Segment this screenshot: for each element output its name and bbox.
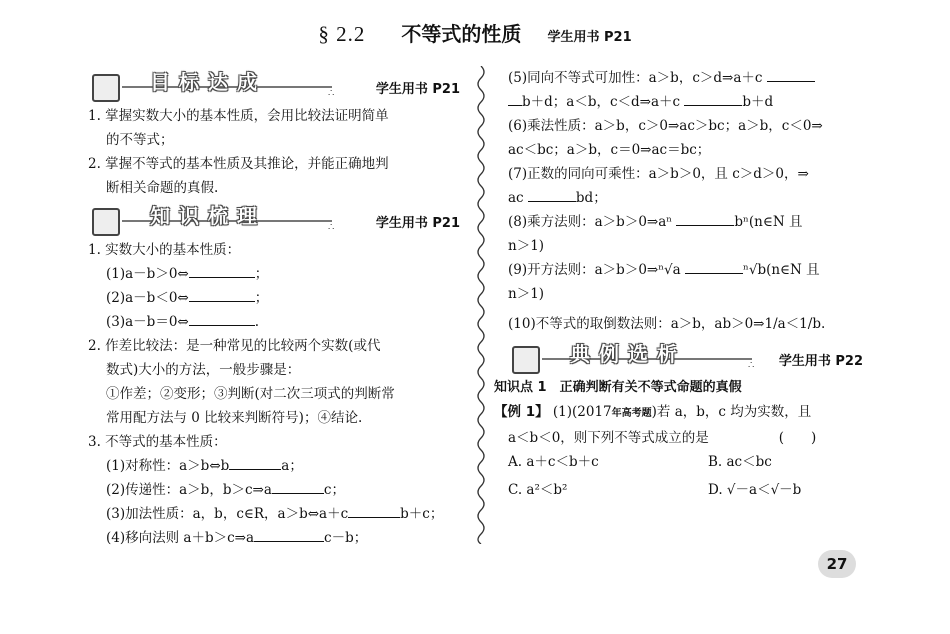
left-column — [88, 70, 460, 550]
exam-tag: 年高考题 — [611, 408, 652, 419]
dots-decoration: ∴ — [328, 88, 336, 99]
knowledge-line: 3. 不等式的基本性质： — [88, 434, 227, 450]
examples-ref: 学生用书 P22 — [778, 354, 863, 369]
goals-header-text: 目标达成 — [150, 70, 266, 94]
property-line: n＞1) — [508, 286, 545, 302]
fill-blank — [189, 263, 255, 278]
fill-blank — [189, 287, 255, 302]
knowledge-line: 2. 作差比较法：是一种常见的比较两个实数(或代 — [88, 338, 381, 354]
knowledge-line: (1)a－b＞0⇔ ； — [88, 262, 460, 286]
options-row — [508, 478, 863, 502]
example-label: 【例 1】 — [494, 404, 549, 420]
knowledge-line: (1)对称性：a＞b⇔b a； — [88, 454, 460, 478]
fill-blank — [508, 91, 522, 106]
fill-blank — [685, 259, 743, 274]
knowledge-line: (4)移向法则 a＋b＞c⇒a c－b； — [88, 526, 460, 550]
goal-line: 2. 掌握不等式的基本性质及其推论，并能正确地判 — [88, 156, 389, 172]
column-divider — [471, 66, 491, 544]
fill-blank — [189, 311, 255, 326]
section-number: § 2.2 — [318, 22, 366, 46]
option-c: C. a²＜b² — [508, 482, 568, 498]
goals-ref: 学生用书 P21 — [375, 82, 460, 97]
knowledge-point: 知识点 1 正确判断有关不等式命题的真假 — [494, 380, 742, 395]
fill-blank — [229, 455, 281, 470]
option-b: B. ac＜bc — [708, 454, 772, 470]
knowledge-line: 数式)大小的方法，一般步骤是： — [106, 362, 301, 378]
examples-header — [508, 342, 863, 376]
section-ref: 学生用书 P21 — [547, 30, 632, 45]
property-line: (8)乘方法则：a＞b＞0⇒aⁿ bⁿ(n∈N 且 — [508, 210, 863, 234]
fill-blank — [676, 211, 734, 226]
property-line: ac bd； — [508, 186, 863, 210]
goal-line: 的不等式； — [106, 132, 174, 148]
goal-line: 断相关命题的真假. — [106, 180, 219, 196]
examples-header-text: 典例选析 — [570, 342, 686, 366]
property-line: ac＜bc；a＞b，c＝0⇒ac＝bc； — [508, 142, 711, 158]
knowledge-line: (3)加法性质：a，b，c∈R，a＞b⇔a＋c b＋c； — [88, 502, 460, 526]
fill-blank — [348, 503, 400, 518]
fill-blank — [684, 91, 742, 106]
fill-blank — [528, 187, 576, 202]
property-line: (9)开方法则：a＞b＞0⇒ⁿ√a ⁿ√b(n∈N 且 — [508, 258, 863, 282]
page-title — [0, 18, 950, 47]
fill-blank — [254, 527, 324, 542]
fill-blank — [272, 479, 324, 494]
knowledge-header — [88, 204, 460, 238]
page-number: 27 — [818, 550, 856, 578]
knowledge-ref: 学生用书 P21 — [375, 216, 460, 231]
dots-decoration: ∴ — [328, 222, 336, 233]
example-line: a＜b＜0，则下列不等式成立的是 ( ) — [508, 430, 817, 446]
option-d: D. √－a＜√－b — [708, 482, 802, 498]
knowledge-line: 常用配方法与 0 比较来判断符号)；④结论. — [106, 410, 363, 426]
goals-header — [88, 70, 460, 104]
property-line: (10)不等式的取倒数法则：a＞b，ab＞0⇒1/a＜1/b. — [508, 316, 826, 332]
knowledge-line: ①作差；②变形；③判断(对二次三项式的判断常 — [106, 386, 395, 402]
example-line: 【例 1】 (1)(2017年高考题)若 a，b，c 均为实数，且 — [494, 404, 812, 420]
option-a: A. a＋c＜b＋c — [508, 454, 599, 470]
fill-blank — [767, 67, 815, 82]
property-line: (7)正数的同向可乘性：a＞b＞0，且 c＞d＞0，⇒ — [508, 166, 809, 182]
knowledge-header-text: 知识梳理 — [150, 204, 266, 228]
property-line: (5)同向不等式可加性：a＞b，c＞d⇒a＋c — [508, 66, 863, 90]
goal-line: 1. 掌握实数大小的基本性质，会用比较法证明简单 — [88, 108, 389, 124]
property-line: (6)乘法性质：a＞b，c＞0⇒ac＞bc；a＞b，c＜0⇒ — [508, 118, 823, 134]
knowledge-line: (3)a－b＝0⇔ . — [88, 310, 460, 334]
examples-icon — [512, 346, 540, 374]
knowledge-icon — [92, 208, 120, 236]
knowledge-line: (2)a－b＜0⇔ ； — [88, 286, 460, 310]
dots-decoration: ∴ — [748, 360, 756, 371]
property-line: b＋d；a＜b，c＜d⇒a＋c b＋d — [508, 90, 863, 114]
goals-icon — [92, 74, 120, 102]
answer-paren: ( ) — [778, 430, 817, 446]
property-line: n＞1) — [508, 238, 545, 254]
options-row — [508, 450, 863, 474]
right-column — [494, 66, 863, 502]
knowledge-line: 1. 实数大小的基本性质： — [88, 242, 241, 258]
knowledge-line: (2)传递性：a＞b，b＞c⇒a c； — [88, 478, 460, 502]
section-title: 不等式的性质 — [401, 22, 522, 46]
